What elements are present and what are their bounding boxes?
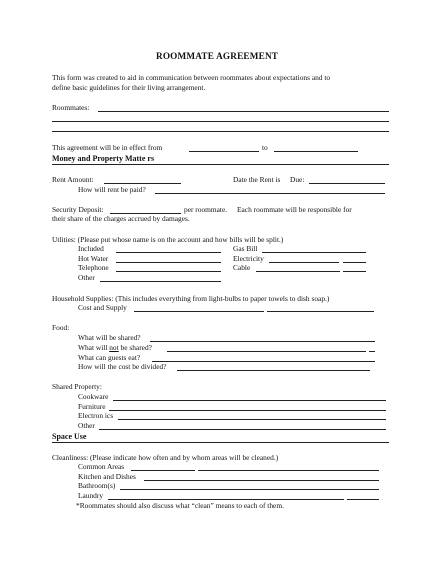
cleanliness-intro: Cleanliness: (Please indicate how often and by whom areas will be cleaned.): [52, 453, 279, 462]
property-cookware-label: Cookware: [78, 392, 109, 401]
roommates-field-1[interactable]: [98, 111, 389, 112]
property-furniture-field[interactable]: [109, 410, 386, 411]
property-electronics-label: Electron ics: [78, 411, 114, 420]
food-divided-label: How will the cost be divided?: [78, 362, 167, 371]
food-guests-field[interactable]: [152, 361, 375, 362]
household-cost-label: Cost and Supply: [78, 303, 127, 312]
clean-laundry-label: Laundry: [78, 491, 104, 500]
utility-telephone-field[interactable]: [116, 271, 221, 272]
clean-common-label: Common Areas: [78, 462, 125, 471]
utility-gas-field[interactable]: [262, 252, 366, 253]
section-space-divider: [52, 442, 389, 443]
property-other-label: Other: [78, 421, 95, 430]
effect-label: This agreement will be in effect from: [52, 143, 163, 152]
household-cost-field-a[interactable]: [134, 311, 264, 312]
utility-cable-field-b[interactable]: [343, 271, 366, 272]
utility-telephone-label: Telephone: [78, 263, 109, 272]
intro-line-2: define basic guidelines for their living arrangement.: [52, 83, 206, 92]
clean-common-field-b[interactable]: [198, 470, 379, 471]
roommates-field-3[interactable]: [52, 131, 389, 132]
food-label: Food:: [52, 323, 70, 332]
roommates-label: Roommates:: [52, 103, 90, 112]
food-not-shared-label: [78, 343, 152, 352]
property-other-field[interactable]: [99, 429, 386, 430]
utility-electricity-field-a[interactable]: [269, 262, 339, 263]
clean-laundry-field-a[interactable]: [108, 499, 344, 500]
utility-gas-label: Gas Bill: [233, 244, 258, 253]
rent-date-label: Date the Rent is: [233, 175, 281, 184]
food-not-word: not: [109, 343, 119, 352]
property-cookware-field[interactable]: [113, 400, 386, 401]
utility-included-field[interactable]: [116, 252, 221, 253]
rent-how-paid-field[interactable]: [155, 193, 385, 194]
utility-hot-water-field[interactable]: [116, 262, 221, 263]
utilities-intro: Utlities: (Please put whose name is on the account and how bills will be split.): [52, 235, 284, 244]
effect-to-label: to: [262, 143, 268, 152]
intro-line-1: This form was created to aid in communication between roommates about expectations and to: [52, 73, 331, 82]
utility-other-field[interactable]: [100, 281, 221, 282]
clean-bathrooms-label: Bathroom(s): [78, 481, 116, 490]
rent-due-field[interactable]: [309, 183, 385, 184]
effect-start-date-field[interactable]: [189, 151, 259, 152]
deposit-line-2: their share of the charges accrued by damages.: [52, 214, 190, 223]
utility-cable-label: Cable: [233, 263, 251, 272]
section-money-divider: [52, 164, 389, 165]
food-not-shared-field-b[interactable]: [369, 351, 375, 352]
rent-due-label: Due:: [290, 175, 305, 184]
utility-electricity-label: Electricity: [233, 254, 264, 263]
deposit-per-roommate: per roommate.: [184, 205, 228, 214]
food-divided-field[interactable]: [177, 370, 370, 371]
utility-cable-field-a[interactable]: [256, 271, 340, 272]
property-electronics-field[interactable]: [118, 419, 386, 420]
shared-property-label: Shared Property:: [52, 382, 102, 391]
utility-hot-water-label: Hot Water: [78, 254, 109, 263]
clean-common-field-a[interactable]: [131, 470, 195, 471]
utility-other-label: Other: [78, 273, 95, 282]
food-not-shared-suffix: be shared?: [120, 343, 152, 352]
clean-note: *Roommates should also discuss what “clean” means to each of them.: [76, 501, 284, 510]
household-cost-field-b[interactable]: [267, 311, 374, 312]
food-shared-field[interactable]: [150, 341, 375, 342]
utility-included-label: Included: [78, 244, 104, 253]
food-shared-label: What will be shared?: [78, 333, 141, 342]
utility-electricity-field-b[interactable]: [343, 262, 366, 263]
clean-kitchen-field[interactable]: [144, 480, 379, 481]
food-guests-label: What can guests eat?: [78, 353, 141, 362]
clean-laundry-field-b[interactable]: [347, 499, 379, 500]
food-not-shared-field-a[interactable]: [167, 351, 366, 352]
section-space-use: Space Use: [52, 432, 87, 441]
deposit-label: Security Deposit:: [52, 205, 104, 214]
rent-amount-label: Rent Amount:: [52, 175, 94, 184]
effect-end-date-field[interactable]: [274, 151, 358, 152]
roommates-field-2[interactable]: [52, 121, 389, 122]
property-furniture-label: Furniture: [78, 402, 106, 411]
document-title: ROOMMATE AGREEMENT: [156, 51, 279, 61]
section-money-property: Money and Property Matte rs: [52, 154, 155, 163]
rent-how-paid-label: How will rent be paid?: [78, 185, 146, 194]
food-not-shared-prefix: What will: [78, 343, 108, 352]
clean-bathrooms-field[interactable]: [120, 489, 379, 490]
rent-amount-field[interactable]: [104, 183, 181, 184]
deposit-responsibility: Each roommate will be responsible for: [237, 205, 352, 214]
household-intro: Household Supplies: (This includes everything from light-bulbs to paper towels to dish soap.): [52, 294, 330, 303]
clean-kitchen-label: Kitchen and Dishes: [78, 472, 136, 481]
